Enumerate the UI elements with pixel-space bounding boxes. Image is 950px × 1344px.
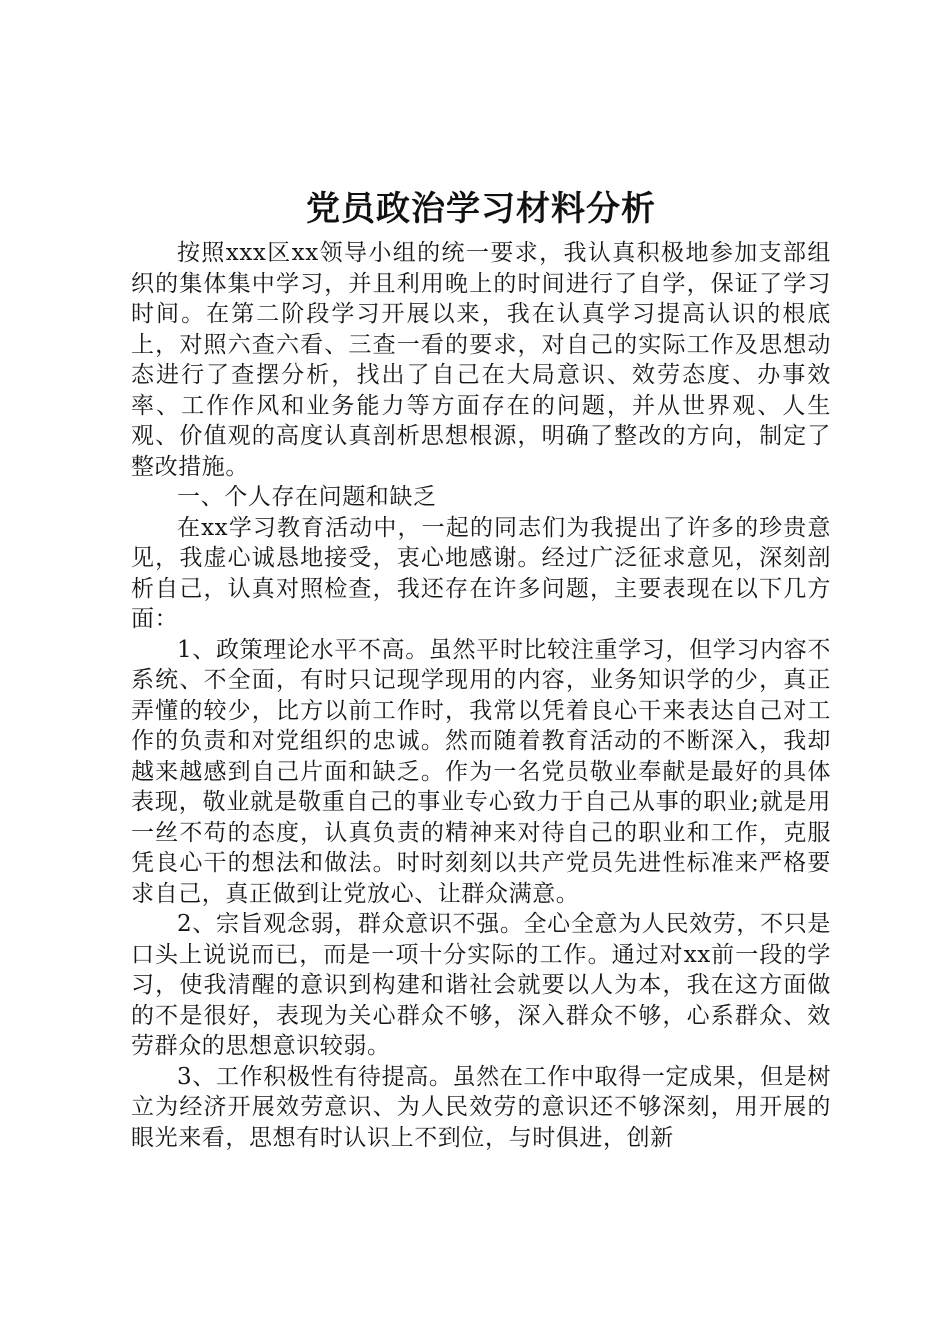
paragraph-item-1: 1、政策理论水平不高。虽然平时比较注重学习，但学习内容不系统、不全面，有时只记现学现用的内容，业务知识学的少，真正弄懂的较少，比方以前工作时，我常以凭着良心干来表达自己对工作的负责和对党组织的忠诚。然而随着教育活动的不断深入，我却越来越感到自己片面和缺乏。作为一名党员敬业奉献是最好的具体表现，敬业就是敬重自己的事业专心致力于自己从事的职业;就是用一丝不苟的态度，认真负责的精神来对待自己的职业和工作，克服凭良心干的想法和做法。时时刻刻以共产党员先进性标准来严格要求自己，真正做到让党放心、让群众满意。 xyxy=(131,636,831,907)
paragraph-intro: 按照xxx区xx领导小组的统一要求，我认真积极地参加支部组织的集体集中学习，并且利用晚上的时间进行了自学，保证了学习时间。在第二阶段学习开展以来，我在认真学习提高认识的根底上，对照六查六看、三查一看的要求，对自己的实际工作及思想动态进行了查摆分析，找出了自己在大局意识、效劳态度、办事效率、工作作风和业务能力等方面存在的问题，并从世界观、人生观、价值观的高度认真剖析思想根源，明确了整改的方向，制定了整改措施。 xyxy=(131,240,831,480)
paragraph-overview: 在xx学习教育活动中，一起的同志们为我提出了许多的珍贵意见，我虚心诚恳地接受，衷心地感谢。经过广泛征求意见，深刻剖析自己，认真对照检查，我还存在许多问题，主要表现在以下几方面： xyxy=(131,514,831,632)
paragraph-item-2: 2、宗旨观念弱，群众意识不强。全心全意为人民效劳，不只是口头上说说而已，而是一项十分实际的工作。通过对xx前一段的学习，使我清醒的意识到构建和谐社会就要以人为本，我在这方面做的不是很好，表现为关心群众不够，深入群众不够，心系群众、效劳群众的思想意识较弱。 xyxy=(131,911,831,1059)
document-title: 党员政治学习材料分析 xyxy=(306,189,656,229)
paragraph-item-3: 3、工作积极性有待提高。虽然在工作中取得一定成果，但是树立为经济开展效劳意识、为人民效劳的意识还不够深刻，用开展的眼光来看，思想有时认识上不到位，与时俱进，创新 xyxy=(131,1063,831,1151)
document-body xyxy=(131,184,831,1153)
section-heading: 一、个人存在问题和缺乏 xyxy=(177,484,437,510)
